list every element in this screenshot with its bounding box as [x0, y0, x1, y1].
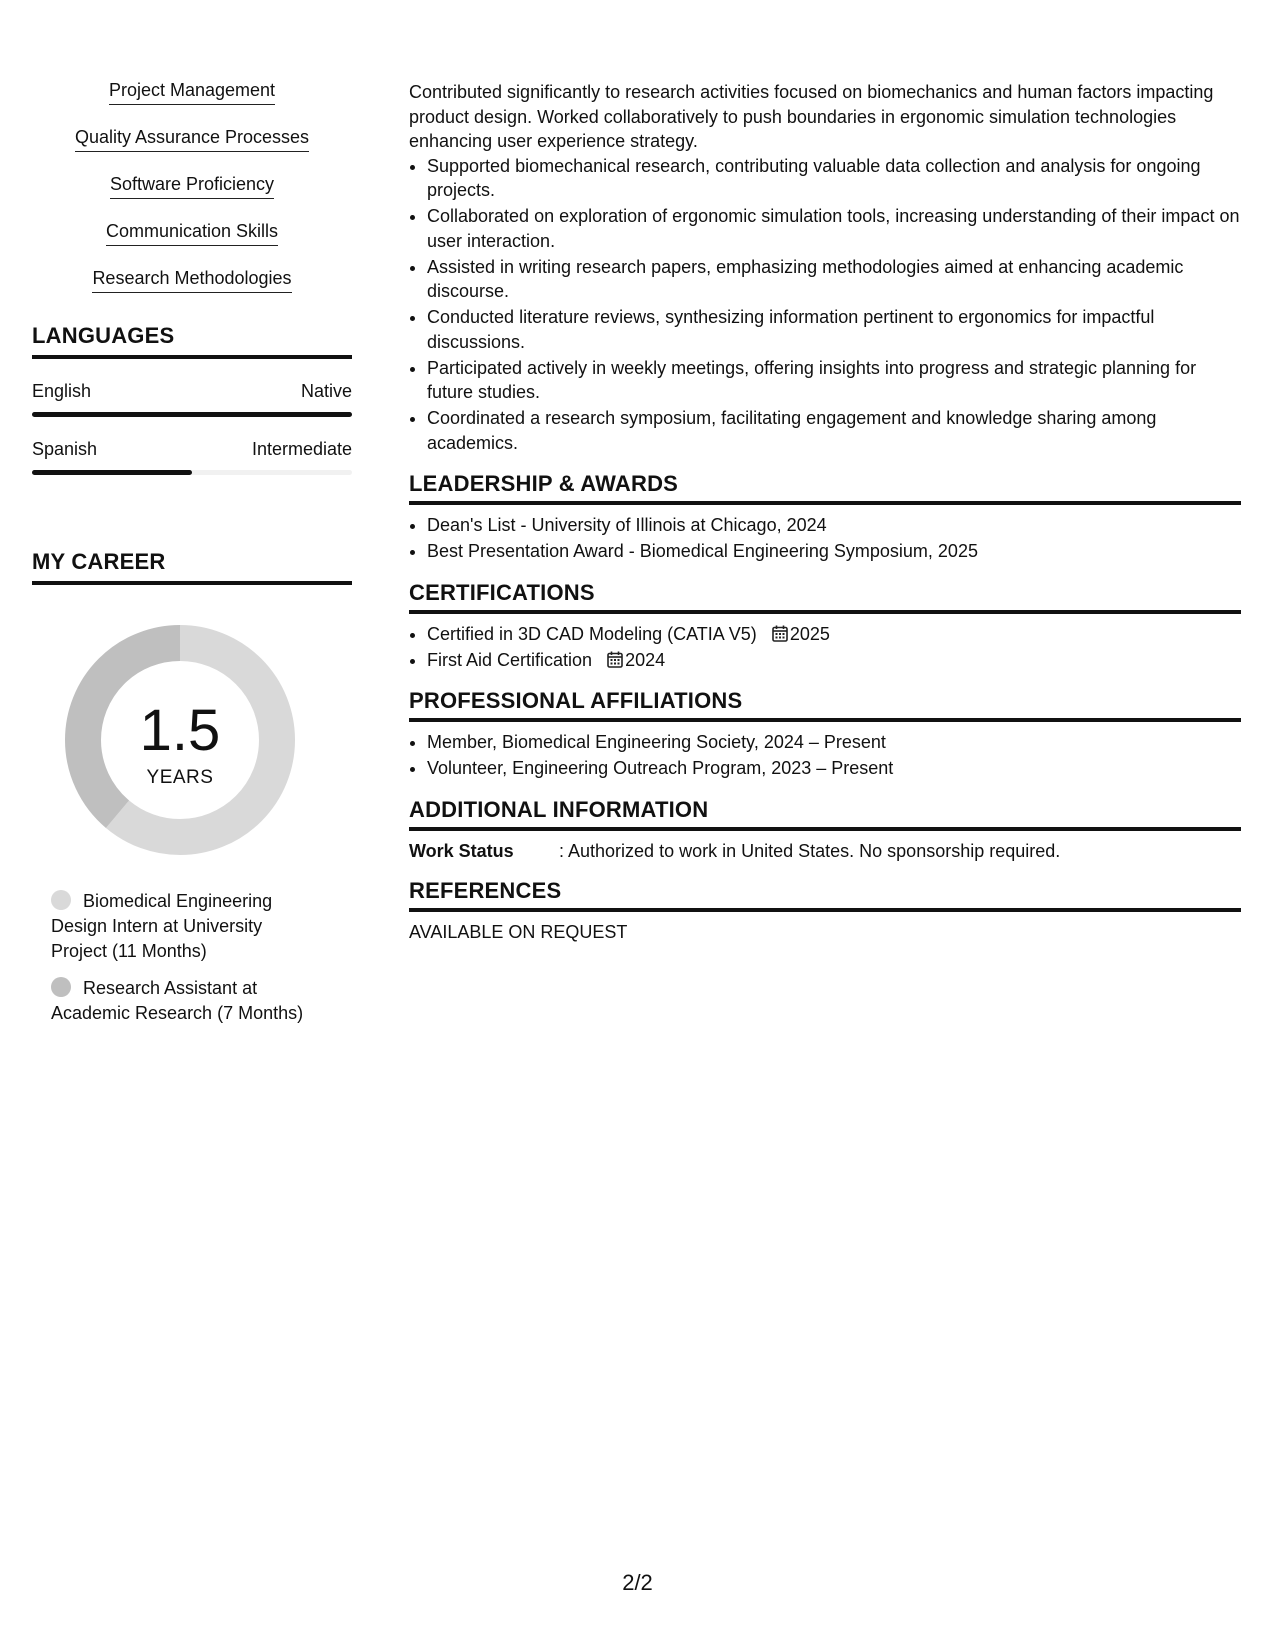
left-column [32, 80, 352, 1038]
language-proficiency-bar [32, 470, 352, 475]
work-status-row [409, 841, 1241, 862]
language-name: English [32, 381, 92, 401]
certifications-section [409, 580, 1241, 673]
list-item [32, 174, 352, 199]
career-legend-text: Research Assistant at Academic Research (7 Months) [51, 978, 304, 1023]
references-text: AVAILABLE ON REQUEST [409, 921, 628, 942]
list-item: • Collaborated on exploration of ergonomic simulation tools, increasing understanding of their impact on user interaction. [427, 204, 1241, 253]
affiliations-heading: PROFESSIONAL AFFILIATIONS [409, 688, 1241, 722]
additional-info-section [409, 797, 1241, 862]
career-total: 1.5 [139, 698, 221, 763]
career-heading: MY CAREER [32, 549, 352, 585]
list-item [32, 127, 352, 152]
certification-name: Certified in 3D CAD Modeling (CATIA V5) [427, 623, 757, 644]
certification-year: 2025 [789, 623, 830, 644]
list-item: • Participated actively in weekly meetings, offering insights into progress and strategic planning for future studies. [427, 356, 1241, 405]
list-item: • Supported biomechanical research, contributing valuable data collection and analysis for ongoing projects. [427, 154, 1241, 203]
leadership-section [409, 471, 1241, 564]
certification-name: First Aid Certification [427, 649, 593, 670]
calendar-icon [772, 625, 788, 642]
list-item: • Volunteer, Engineering Outreach Program, 2023 – Present [427, 756, 1241, 781]
list-item: • Member, Biomedical Engineering Society, 2024 – Present [427, 730, 1241, 755]
legend-dot [51, 977, 71, 997]
languages-heading: LANGUAGES [32, 323, 352, 359]
skill-tag: Project Management [109, 80, 275, 105]
leadership-heading: LEADERSHIP & AWARDS [409, 471, 1241, 505]
language-name: Spanish [32, 439, 98, 459]
list-item [427, 622, 1241, 647]
calendar-icon [607, 651, 623, 668]
skill-tag: Software Proficiency [110, 174, 274, 199]
list-item [32, 268, 352, 293]
skill-tag: Research Methodologies [92, 268, 291, 293]
career-legend-item [51, 976, 321, 1026]
skill-tag: Quality Assurance Processes [75, 127, 309, 152]
references-section [409, 878, 1241, 943]
experience-bullets [409, 154, 1241, 456]
list-item [427, 648, 1241, 673]
career-legend-text: Biomedical Engineering Design Intern at University Project (11 Months) [51, 891, 273, 961]
career-unit: YEARS [146, 767, 214, 788]
legend-dot [51, 890, 71, 910]
list-item: • Best Presentation Award - Biomedical Engineering Symposium, 2025 [427, 539, 1241, 564]
additional-info-heading: ADDITIONAL INFORMATION [409, 797, 1241, 831]
language-item [32, 439, 352, 475]
list-item: • Coordinated a research symposium, facilitating engagement and knowledge sharing among academics. [427, 406, 1241, 455]
work-status-label: Work Status [409, 840, 514, 861]
list-item: • Dean's List - University of Illinois at Chicago, 2024 [427, 513, 1241, 538]
career-legend-item [51, 889, 321, 964]
career-donut [65, 625, 295, 855]
certifications-heading: CERTIFICATIONS [409, 580, 1241, 614]
language-proficiency-fill [32, 470, 192, 475]
list-item [32, 221, 352, 246]
page-number: 2/2 [622, 1570, 653, 1595]
certification-year: 2024 [625, 649, 666, 670]
list-item: • Assisted in writing research papers, emphasizing methodologies aimed at enhancing academic discourse. [427, 255, 1241, 304]
skills-list [32, 80, 352, 293]
right-column [409, 80, 1241, 943]
work-status-value: : Authorized to work in United States. No sponsorship required. [559, 840, 1061, 861]
language-level: Native [300, 381, 352, 401]
affiliations-section [409, 688, 1241, 781]
career-legend [51, 889, 321, 1026]
language-proficiency-fill [32, 412, 352, 417]
language-item [32, 381, 352, 417]
references-heading: REFERENCES [409, 878, 1241, 912]
language-level: Intermediate [251, 439, 352, 459]
language-proficiency-bar [32, 412, 352, 417]
list-item: • Conducted literature reviews, synthesizing information pertinent to ergonomics for impactful discussions. [427, 305, 1241, 354]
list-item [32, 80, 352, 105]
experience-summary: Contributed significantly to research activities focused on biomechanics and human factors impacting product design. Worked collaboratively to push boundaries in ergonomic simulation technologies enhancing user experience strategy. [409, 82, 1214, 151]
skill-tag: Communication Skills [106, 221, 278, 246]
